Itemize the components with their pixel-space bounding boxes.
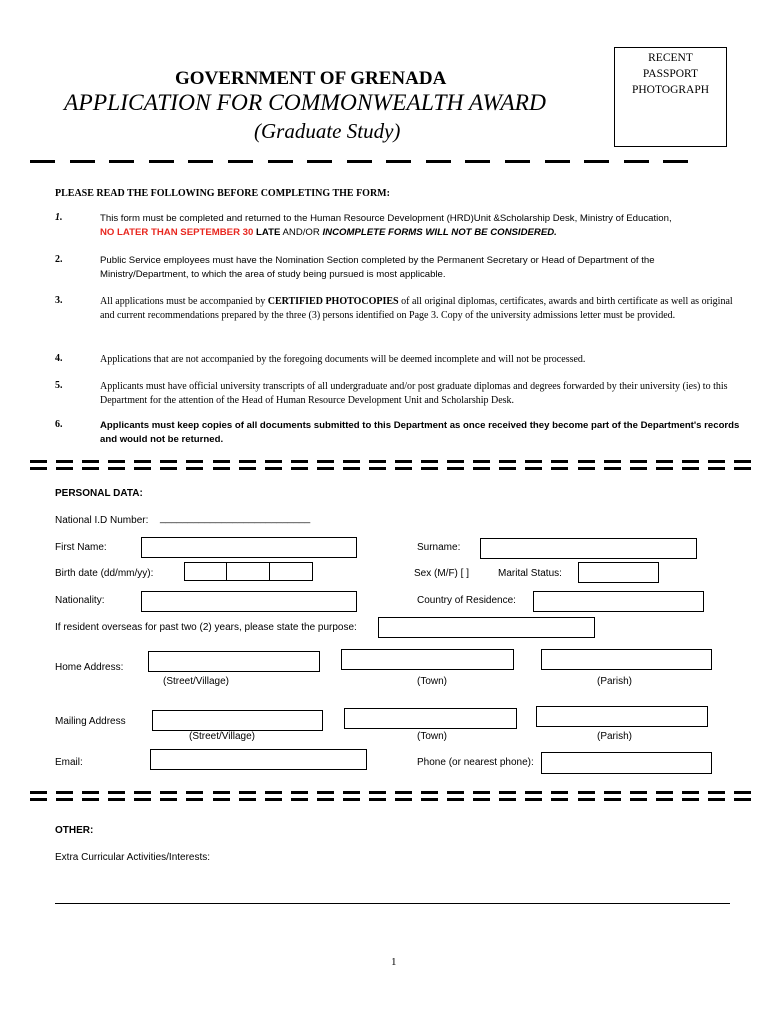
home-street-caption: (Street/Village) bbox=[163, 676, 229, 687]
dash-segment bbox=[82, 791, 99, 794]
dash-segment bbox=[160, 798, 177, 801]
mailing-address-label: Mailing Address bbox=[55, 716, 126, 727]
separator-double-dashes-1 bbox=[0, 460, 770, 472]
dash-segment bbox=[551, 798, 568, 801]
dash-segment bbox=[186, 467, 203, 470]
dash-segment bbox=[265, 460, 282, 463]
dash-segment bbox=[473, 791, 490, 794]
dash-segment bbox=[663, 160, 688, 163]
dash-segment bbox=[395, 791, 412, 794]
home-street-input[interactable] bbox=[148, 651, 320, 672]
dash-segment bbox=[343, 791, 360, 794]
surname-label: Surname: bbox=[417, 542, 461, 553]
dash-segment bbox=[134, 467, 151, 470]
sex-label[interactable]: Sex (M/F) [ ] bbox=[414, 568, 469, 579]
dash-segment bbox=[186, 798, 203, 801]
item-1-number: 1. bbox=[55, 212, 63, 223]
dash-segment bbox=[239, 798, 256, 801]
dash-segment bbox=[30, 467, 47, 470]
dash-segment bbox=[395, 467, 412, 470]
dash-segment bbox=[108, 467, 125, 470]
dash-segment bbox=[447, 467, 464, 470]
dash-segment bbox=[682, 467, 699, 470]
dash-segment bbox=[82, 798, 99, 801]
dash-segment bbox=[213, 798, 230, 801]
dash-segment bbox=[630, 467, 647, 470]
dash-segment bbox=[447, 798, 464, 801]
item-5-number: 5. bbox=[55, 380, 63, 391]
dash-segment bbox=[317, 460, 334, 463]
dash-segment bbox=[82, 467, 99, 470]
dash-segment bbox=[186, 791, 203, 794]
dash-segment bbox=[317, 798, 334, 801]
dash-segment bbox=[291, 798, 308, 801]
dash-segment bbox=[551, 791, 568, 794]
dash-segment bbox=[708, 467, 725, 470]
mailing-parish-input[interactable] bbox=[536, 706, 708, 727]
dash-segment bbox=[265, 467, 282, 470]
dash-segment bbox=[584, 160, 609, 163]
dash-segment bbox=[160, 791, 177, 794]
dash-segment bbox=[499, 798, 516, 801]
birth-year-input[interactable] bbox=[269, 562, 313, 581]
nationality-input[interactable] bbox=[141, 591, 357, 612]
dash-segment bbox=[213, 460, 230, 463]
overseas-purpose-label: If resident overseas for past two (2) years, please state the purpose: bbox=[55, 622, 357, 633]
incomplete-warning: INCOMPLETE FORMS WILL NOT BE CONSIDERED. bbox=[322, 226, 557, 238]
dash-segment bbox=[505, 160, 530, 163]
item-2-number: 2. bbox=[55, 254, 63, 265]
item-4-number: 4. bbox=[55, 353, 63, 364]
mailing-parish-caption: (Parish) bbox=[597, 731, 633, 742]
dash-segment bbox=[421, 460, 438, 463]
dash-segment bbox=[473, 467, 490, 470]
email-input[interactable] bbox=[150, 749, 367, 770]
dash-segment bbox=[426, 160, 451, 163]
dash-segment bbox=[465, 160, 490, 163]
dash-segment bbox=[525, 467, 542, 470]
item-5-text: Applicants must have official university transcripts of all undergraduate and/or post graduate diplomas and degrees forwarded by their university (ies) to this Department for the attention of the Head of Human Resource Development Unit and Scholarship Desk. bbox=[100, 381, 728, 406]
late-text: LATE bbox=[253, 226, 281, 238]
dash-segment bbox=[265, 798, 282, 801]
dash-segment bbox=[395, 460, 412, 463]
dash-segment bbox=[307, 160, 332, 163]
birth-date-label: Birth date (dd/mm/yy): bbox=[55, 568, 154, 579]
dash-segment bbox=[108, 791, 125, 794]
dash-segment bbox=[134, 798, 151, 801]
dash-segment bbox=[30, 791, 47, 794]
dash-segment bbox=[30, 160, 55, 163]
marital-status-label: Marital Status: bbox=[498, 568, 562, 579]
dash-segment bbox=[682, 798, 699, 801]
dash-segment bbox=[268, 160, 293, 163]
dash-segment bbox=[30, 798, 47, 801]
dash-segment bbox=[734, 798, 751, 801]
dash-segment bbox=[343, 460, 360, 463]
home-town-input[interactable] bbox=[341, 649, 514, 670]
other-heading: OTHER: bbox=[55, 825, 94, 836]
dash-segment bbox=[134, 791, 151, 794]
mailing-town-caption: (Town) bbox=[417, 731, 448, 742]
nationality-label: Nationality: bbox=[55, 595, 105, 606]
dash-segment bbox=[369, 798, 386, 801]
dash-segment bbox=[499, 467, 516, 470]
dash-segment bbox=[525, 791, 542, 794]
dash-segment bbox=[708, 798, 725, 801]
form-subtitle: (Graduate Study) bbox=[254, 119, 401, 143]
item-4-text: Applications that are not accompanied by the foregoing documents will be deemed incomplete and will not be processed. bbox=[100, 354, 586, 365]
dash-segment bbox=[604, 791, 621, 794]
certified-photocopies: CERTIFIED PHOTOCOPIES bbox=[267, 296, 399, 307]
item-6-number: 6. bbox=[55, 419, 63, 430]
dash-segment bbox=[630, 460, 647, 463]
overseas-purpose-input[interactable] bbox=[378, 617, 595, 638]
dash-segment bbox=[499, 460, 516, 463]
first-name-input[interactable] bbox=[141, 537, 357, 558]
dash-segment bbox=[317, 791, 334, 794]
dash-segment bbox=[386, 160, 411, 163]
dash-segment bbox=[682, 791, 699, 794]
dash-segment bbox=[239, 460, 256, 463]
dash-segment bbox=[160, 467, 177, 470]
dash-segment bbox=[213, 467, 230, 470]
dash-segment bbox=[624, 160, 649, 163]
dash-segment bbox=[369, 460, 386, 463]
home-town-caption: (Town) bbox=[417, 676, 448, 687]
dash-segment bbox=[551, 467, 568, 470]
item-2-text: Public Service employees must have the Nomination Section completed by the Permanent Secretary or Head of Department of the Ministry/Department, to which the area of study being pursued is most applicable. bbox=[100, 255, 655, 280]
item-1-body: This form must be completed and returned to the Human Resource Development (HRD)Unit &Scholarship Desk, Ministry of Education, bbox=[100, 213, 672, 224]
dash-segment bbox=[291, 460, 308, 463]
phone-label: Phone (or nearest phone): bbox=[417, 757, 534, 768]
dash-segment bbox=[421, 791, 438, 794]
national-id-field[interactable]: ___________________________ bbox=[160, 513, 311, 524]
dash-segment bbox=[108, 460, 125, 463]
first-name-label: First Name: bbox=[55, 542, 107, 553]
dash-segment bbox=[317, 467, 334, 470]
dash-segment bbox=[109, 160, 134, 163]
dash-segment bbox=[578, 798, 595, 801]
dash-segment bbox=[343, 798, 360, 801]
dash-segment bbox=[421, 467, 438, 470]
dash-segment bbox=[56, 791, 73, 794]
photo-box-line-2: PASSPORT bbox=[642, 68, 699, 80]
dash-segment bbox=[604, 460, 621, 463]
dash-segment bbox=[347, 160, 372, 163]
dash-segment bbox=[369, 791, 386, 794]
dash-segment bbox=[708, 791, 725, 794]
form-title: APPLICATION FOR COMMONWEALTH AWARD bbox=[64, 90, 547, 116]
dash-segment bbox=[213, 791, 230, 794]
birth-month-input[interactable] bbox=[226, 562, 270, 581]
dash-segment bbox=[499, 791, 516, 794]
dash-segment bbox=[551, 460, 568, 463]
dash-segment bbox=[447, 460, 464, 463]
dash-segment bbox=[682, 460, 699, 463]
dash-segment bbox=[160, 460, 177, 463]
instructions-heading: PLEASE READ THE FOLLOWING BEFORE COMPLETING THE FORM: bbox=[55, 188, 390, 199]
dash-segment bbox=[239, 791, 256, 794]
photo-box-line-1: RECENT bbox=[648, 52, 693, 64]
dash-segment bbox=[30, 460, 47, 463]
item-3-pre: All applications must be accompanied by bbox=[100, 296, 268, 307]
mailing-street-caption: (Street/Village) bbox=[189, 731, 255, 742]
dash-segment bbox=[186, 460, 203, 463]
dash-segment bbox=[656, 467, 673, 470]
birth-day-input[interactable] bbox=[184, 562, 227, 581]
dash-segment bbox=[56, 460, 73, 463]
dash-segment bbox=[734, 460, 751, 463]
government-heading: GOVERNMENT OF GRENADA bbox=[175, 68, 447, 89]
dash-segment bbox=[291, 791, 308, 794]
dash-segment bbox=[369, 467, 386, 470]
home-parish-input[interactable] bbox=[541, 649, 712, 670]
passport-photo-box bbox=[614, 47, 727, 147]
extra-curricular-label: Extra Curricular Activities/Interests: bbox=[55, 852, 211, 863]
email-label: Email: bbox=[55, 757, 83, 768]
dash-segment bbox=[149, 160, 174, 163]
dash-segment bbox=[630, 791, 647, 794]
extra-curricular-line[interactable] bbox=[55, 903, 730, 904]
dash-segment bbox=[239, 467, 256, 470]
dash-segment bbox=[473, 798, 490, 801]
item-3-post: of all original diplomas, certificates, awards and birth certificate as well as original and current recommendations prepared by the three (3) persons identified on Page 3. Copy of the university admissions letter must be provided. bbox=[100, 296, 733, 321]
dash-segment bbox=[604, 467, 621, 470]
dash-segment bbox=[56, 467, 73, 470]
dash-segment bbox=[291, 467, 308, 470]
dash-segment bbox=[578, 467, 595, 470]
dash-segment bbox=[734, 467, 751, 470]
dash-segment bbox=[656, 791, 673, 794]
photo-box-line-3: PHOTOGRAPH bbox=[631, 84, 710, 96]
dash-segment bbox=[447, 791, 464, 794]
dash-segment bbox=[578, 460, 595, 463]
home-parish-caption: (Parish) bbox=[597, 676, 633, 687]
personal-data-heading: PERSONAL DATA: bbox=[55, 488, 143, 499]
dash-segment bbox=[545, 160, 570, 163]
marital-status-input[interactable] bbox=[578, 562, 659, 583]
item-1-text bbox=[100, 212, 740, 239]
surname-input[interactable] bbox=[480, 538, 697, 559]
dash-segment bbox=[656, 798, 673, 801]
dash-segment bbox=[70, 160, 95, 163]
deadline-text: NO LATER THAN SEPTEMBER 30 bbox=[100, 226, 254, 238]
dash-segment bbox=[578, 791, 595, 794]
dash-segment bbox=[228, 160, 253, 163]
dash-segment bbox=[56, 798, 73, 801]
dash-segment bbox=[395, 798, 412, 801]
separator-dashes-top bbox=[0, 158, 770, 166]
dash-segment bbox=[525, 798, 542, 801]
dash-segment bbox=[630, 798, 647, 801]
dash-segment bbox=[188, 160, 213, 163]
dash-segment bbox=[525, 460, 542, 463]
page-number: 1 bbox=[391, 956, 397, 968]
dash-segment bbox=[108, 798, 125, 801]
dash-segment bbox=[421, 798, 438, 801]
home-address-label: Home Address: bbox=[55, 662, 124, 673]
country-of-residence-label: Country of Residence: bbox=[417, 595, 516, 606]
dash-segment bbox=[604, 798, 621, 801]
phone-input[interactable] bbox=[541, 752, 712, 774]
dash-segment bbox=[343, 467, 360, 470]
dash-segment bbox=[473, 460, 490, 463]
item-3-text bbox=[100, 295, 740, 322]
mailing-street-input[interactable] bbox=[152, 710, 323, 731]
dash-segment bbox=[734, 791, 751, 794]
mailing-town-input[interactable] bbox=[344, 708, 517, 729]
dash-segment bbox=[82, 460, 99, 463]
item-3-number: 3. bbox=[55, 295, 63, 306]
dash-segment bbox=[134, 460, 151, 463]
dash-segment bbox=[708, 460, 725, 463]
dash-segment bbox=[265, 791, 282, 794]
item-6-text: Applicants must keep copies of all documents submitted to this Department as once received they become part of the Department's records and would not be returned. bbox=[100, 420, 740, 445]
dash-segment bbox=[656, 460, 673, 463]
country-of-residence-input[interactable] bbox=[533, 591, 704, 612]
national-id-label: National I.D Number: bbox=[55, 515, 149, 526]
andor-text: AND/OR bbox=[280, 226, 323, 238]
separator-double-dashes-2 bbox=[0, 791, 770, 803]
